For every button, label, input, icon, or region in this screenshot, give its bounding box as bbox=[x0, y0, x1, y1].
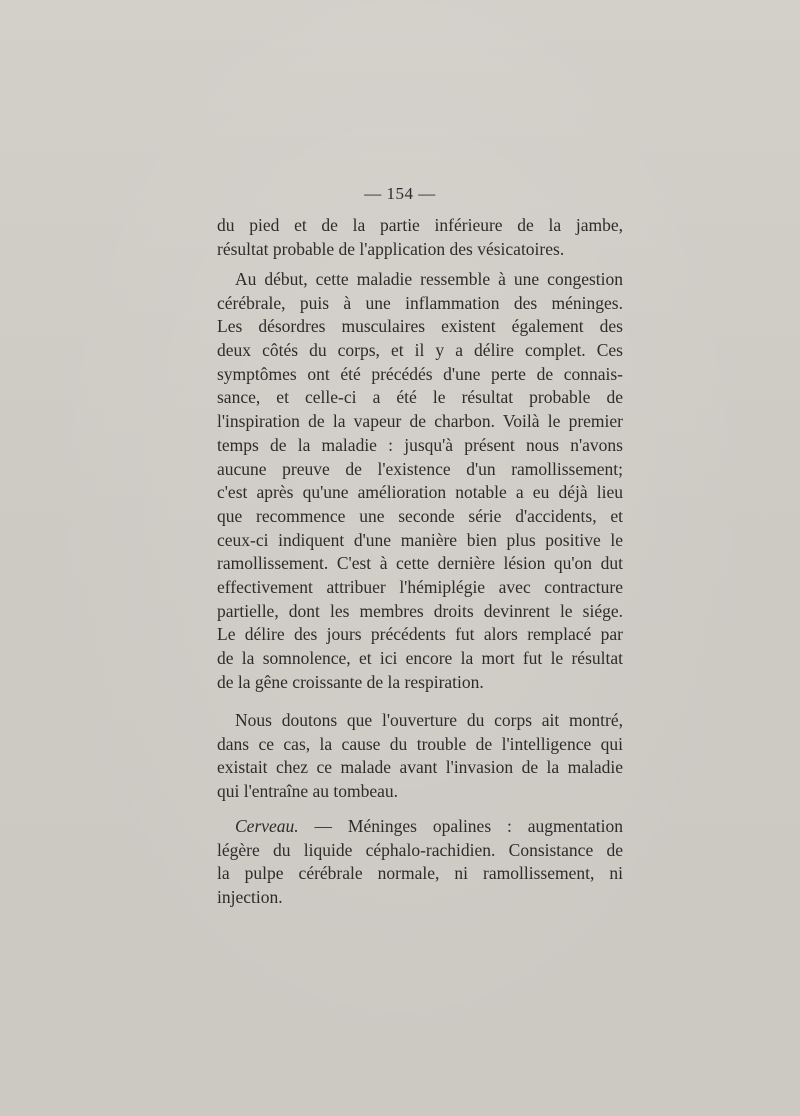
text-line: ramollissement. C'est à cette dernière lésion qu'on dut bbox=[217, 553, 623, 574]
paragraph-4 bbox=[217, 815, 623, 910]
text-span: — Méninges opalines : augmentation bbox=[298, 816, 623, 836]
text-line: c'est après qu'une amélioration notable a eu déjà lieu bbox=[217, 482, 623, 503]
text-line: Le délire des jours précédents fut alors remplacé par bbox=[217, 624, 623, 645]
text-line: cérébrale, puis à une inflammation des méninges. bbox=[217, 292, 623, 313]
text-line: existait chez ce malade avant l'invasion de la maladie bbox=[217, 757, 623, 778]
text-line: symptômes ont été précédés d'une perte de connais- bbox=[217, 363, 623, 384]
text-line: la pulpe cérébrale normale, ni ramollissement, ni bbox=[217, 863, 623, 884]
paragraph-1 bbox=[217, 214, 623, 261]
text-line bbox=[217, 815, 623, 839]
text-line: temps de la maladie : jusqu'à présent nous n'avons bbox=[217, 434, 623, 455]
text-line: dans ce cas, la cause du trouble de l'intelligence qui bbox=[217, 733, 623, 754]
text-line: que recommence une seconde série d'accidents, et bbox=[217, 505, 623, 526]
text-line: du pied et de la partie inférieure de la jambe, bbox=[217, 215, 623, 235]
text-line: injection. bbox=[217, 887, 283, 908]
text-line: ceux-ci indiquent d'une manière bien plus positive le bbox=[217, 529, 623, 550]
paragraph-2 bbox=[217, 268, 623, 694]
text-line: résultat probable de l'application des vésicatoires. bbox=[217, 238, 565, 259]
text-line: de la somnolence, et ici encore la mort fut le résultat bbox=[217, 648, 623, 668]
text-line: partielle, dont les membres droits devinrent le siége. bbox=[217, 600, 623, 621]
paragraph-3 bbox=[217, 709, 623, 804]
text-line: légère du liquide céphalo-rachidien. Consistance de bbox=[217, 839, 623, 860]
text-line: l'inspiration de la vapeur de charbon. Voilà le premier bbox=[217, 411, 623, 432]
text-line: Nous doutons que l'ouverture du corps ait montré, bbox=[235, 710, 623, 730]
text-line: sance, et celle-ci a été le résultat probable de bbox=[217, 387, 623, 408]
text-line: deux côtés du corps, et il y a délire complet. Ces bbox=[217, 340, 623, 361]
section-heading: Cerveau. bbox=[235, 816, 299, 836]
text-line: Au début, cette maladie ressemble à une congestion bbox=[235, 269, 623, 289]
page-number: — 154 — bbox=[364, 184, 436, 203]
text-line: effectivement attribuer l'hémiplégie avec contracture bbox=[217, 576, 623, 597]
text-line: qui l'entraîne au tombeau. bbox=[217, 781, 399, 802]
text-line: Les désordres musculaires existent également des bbox=[217, 316, 623, 337]
text-line: aucune preuve de l'existence d'un ramollissement; bbox=[217, 458, 623, 479]
text-line: de la gêne croissante de la respiration. bbox=[217, 671, 484, 692]
